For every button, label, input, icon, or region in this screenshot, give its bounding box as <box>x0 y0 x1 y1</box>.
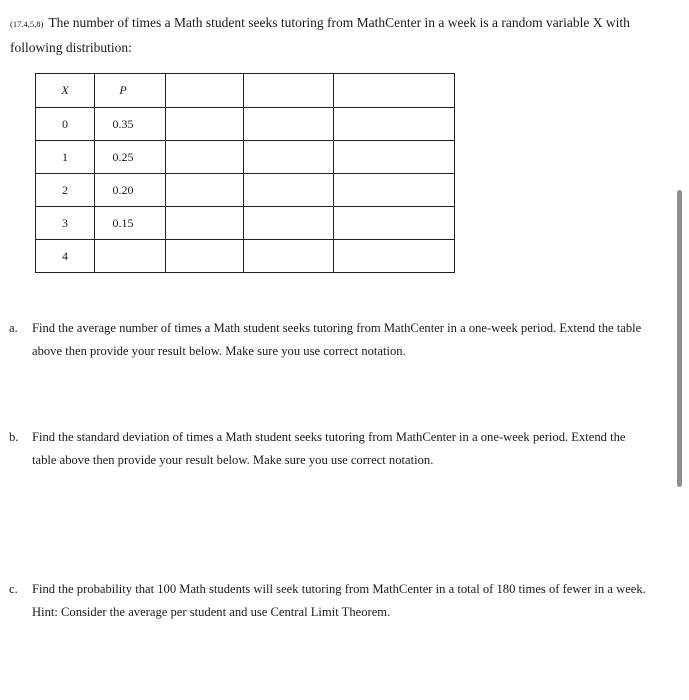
cell-empty <box>166 141 244 174</box>
cell-empty <box>334 240 455 273</box>
cell-empty <box>244 174 334 207</box>
cell-empty <box>334 141 455 174</box>
cell-x: 2 <box>36 174 95 207</box>
question-b-label: b. <box>9 430 19 444</box>
cell-empty <box>166 174 244 207</box>
cell-p-value: 0.20 <box>112 182 134 197</box>
question-b <box>9 426 649 471</box>
cell-empty <box>244 240 334 273</box>
table-row <box>36 141 455 174</box>
cell-empty <box>166 108 244 141</box>
distribution-table <box>35 73 455 273</box>
cell-empty <box>244 207 334 240</box>
cell-p <box>95 240 166 273</box>
header-extra-2 <box>244 74 334 108</box>
question-c <box>9 578 649 623</box>
cell-x: 0 <box>36 108 95 141</box>
cell-empty <box>166 240 244 273</box>
table-row <box>36 108 455 141</box>
cell-x: 3 <box>36 207 95 240</box>
cell-empty <box>334 174 455 207</box>
header-extra-3 <box>334 74 455 108</box>
cell-empty <box>166 207 244 240</box>
cell-p-value: 0.35 <box>112 116 134 131</box>
table-row <box>36 207 455 240</box>
vertical-scrollbar[interactable] <box>677 190 682 487</box>
problem-intro <box>10 11 650 59</box>
table-row <box>36 240 455 273</box>
cell-empty <box>334 207 455 240</box>
table-row <box>36 174 455 207</box>
cell-p <box>95 174 166 207</box>
question-a-text: Find the average number of times a Math student seeks tutoring from MathCenter in a one-week period. Extend the table above then provide your result below. Make sure you use correct notation. <box>32 321 642 358</box>
question-a-label: a. <box>9 321 18 335</box>
question-c-label: c. <box>9 582 18 596</box>
question-b-text: Find the standard deviation of times a Math student seeks tutoring from MathCenter in a one-week period. Extend the table above then provide your result below. Make sure you use correct notation. <box>32 430 626 467</box>
header-p <box>95 74 166 108</box>
header-x: X <box>36 74 95 108</box>
question-a <box>9 317 649 362</box>
header-p-label: P <box>119 83 127 97</box>
header-extra-1 <box>166 74 244 108</box>
problem-intro-text: The number of times a Math student seeks tutoring from MathCenter in a week is a random variable X with following distribution: <box>10 15 630 55</box>
cell-p-value: 0.25 <box>112 149 134 164</box>
cell-x: 4 <box>36 240 95 273</box>
question-c-text: Find the probability that 100 Math students will seek tutoring from MathCenter in a total of 180 times of fewer in a week. Hint: Consider the average per student and use Central Limit Theorem. <box>32 582 646 619</box>
cell-p <box>95 207 166 240</box>
cell-empty <box>334 108 455 141</box>
cell-p <box>95 141 166 174</box>
table-header-row <box>36 74 455 108</box>
cell-x: 1 <box>36 141 95 174</box>
cell-p-value: 0.15 <box>112 215 134 230</box>
problem-tag: (17.4,5,8) <box>10 19 44 29</box>
cell-empty <box>244 108 334 141</box>
cell-empty <box>244 141 334 174</box>
cell-p <box>95 108 166 141</box>
